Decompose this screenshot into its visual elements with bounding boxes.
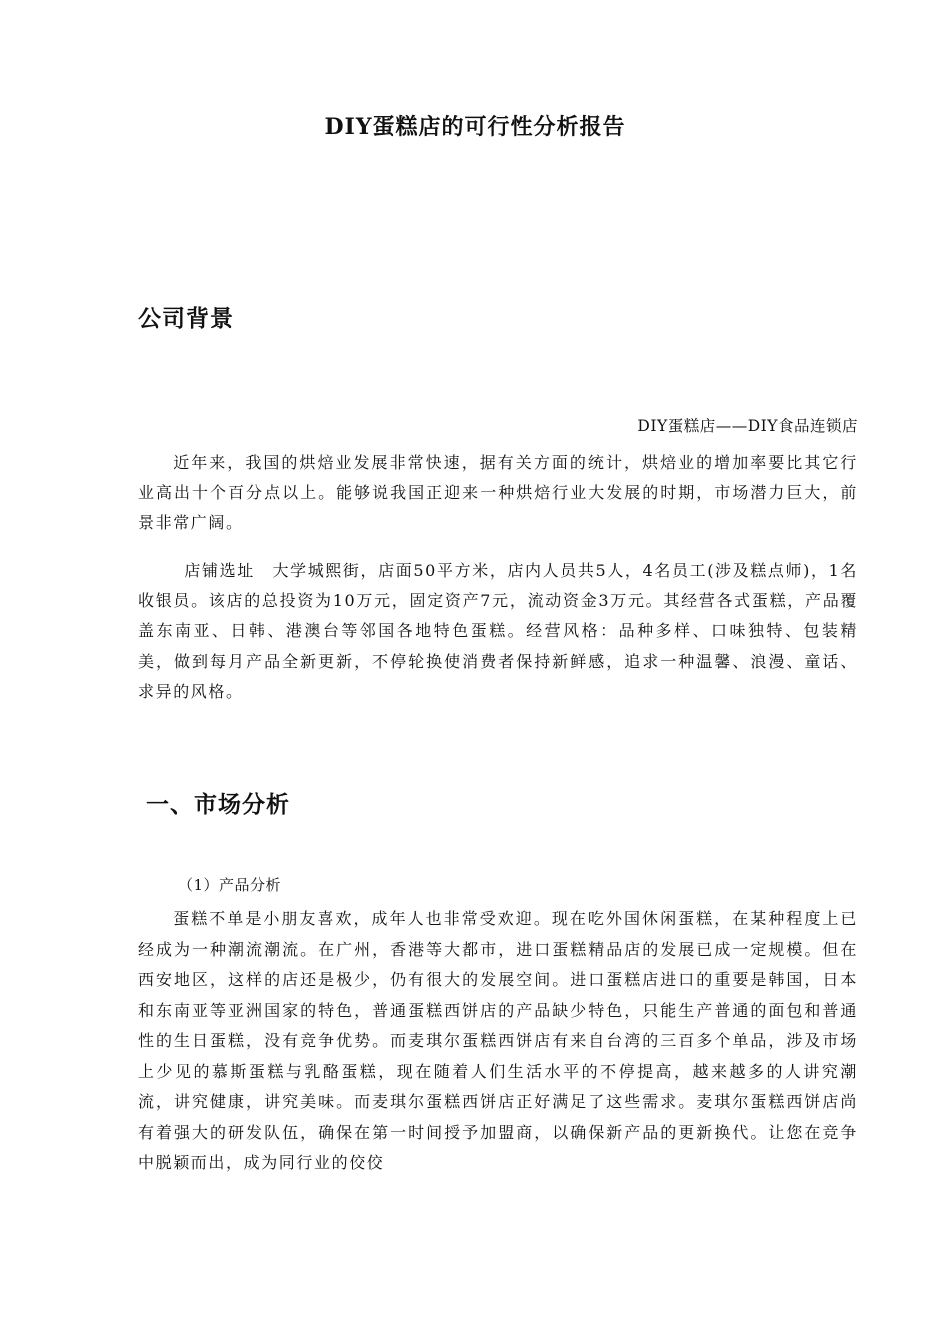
paragraph-product-analysis: 蛋糕不单是小朋友喜欢，成年人也非常受欢迎。现在吃外国休闲蛋糕，在某种程度上已经成为一种潮流潮流。在广州，香港等大都市，进口蛋糕精品店的发展已成一定规模。但在西安地区，这样的店还是极少，仍有很大的发展空间。进口蛋糕店进口的重要是韩国，日本和东南亚等亚洲国家的特色，普通蛋糕西饼店的产品缺少特色，只能生产普通的面包和普通性的生日蛋糕，没有竞争优势。而麦琪尔蛋糕西饼店有来自台湾的三百多个单品，涉及市场上少见的慕斯蛋糕与乳酪蛋糕，现在随着人们生活水平的不停提高，越来越多的人讲究潮流，讲究健康，讲究美味。而麦琪尔蛋糕西饼店正好满足了这些需求。麦琪尔蛋糕西饼店尚有着强大的研发队伍，确保在第一时间授予加盟商，以确保新产品的更新换代。让您在竞争中脱颖而出，成为同行业的佼佼: [138, 909, 858, 1172]
document-title: DIY蛋糕店的可行性分析报告: [324, 114, 626, 140]
section-heading-company-background: 公司背景: [138, 305, 234, 332]
paragraph-intro: 近年来，我国的烘焙业发展非常快速，据有关方面的统计，烘焙业的增加率要比其它行业高出十个百分点以上。能够说我国正迎来一种烘焙行业大发展的时期，市场潜力巨大，前景非常广阔。: [138, 453, 858, 533]
section-subtitle: DIY蛋糕店——DIY食品连锁店: [637, 417, 858, 435]
paragraph-store-info: 店铺选址 大学城熙街，店面50平方米，店内人员共5人，4名员工(涉及糕点师)，1名收银员。该店的总投资为10万元，固定资产7元，流动资金3万元。其经营各式蛋糕，产品覆盖东南亚、日韩、港澳台等邻国各地特色蛋糕。经营风格：品种多样、口味独特、包装精美，做到每月产品全新更新，不停轮换使消费者保持新鲜感，追求一种温馨、浪漫、童话、求异的风格。: [138, 561, 858, 701]
section-heading-market-analysis: 一、市场分析: [146, 791, 290, 818]
subheading-product-analysis: （1）产品分析: [178, 876, 282, 894]
